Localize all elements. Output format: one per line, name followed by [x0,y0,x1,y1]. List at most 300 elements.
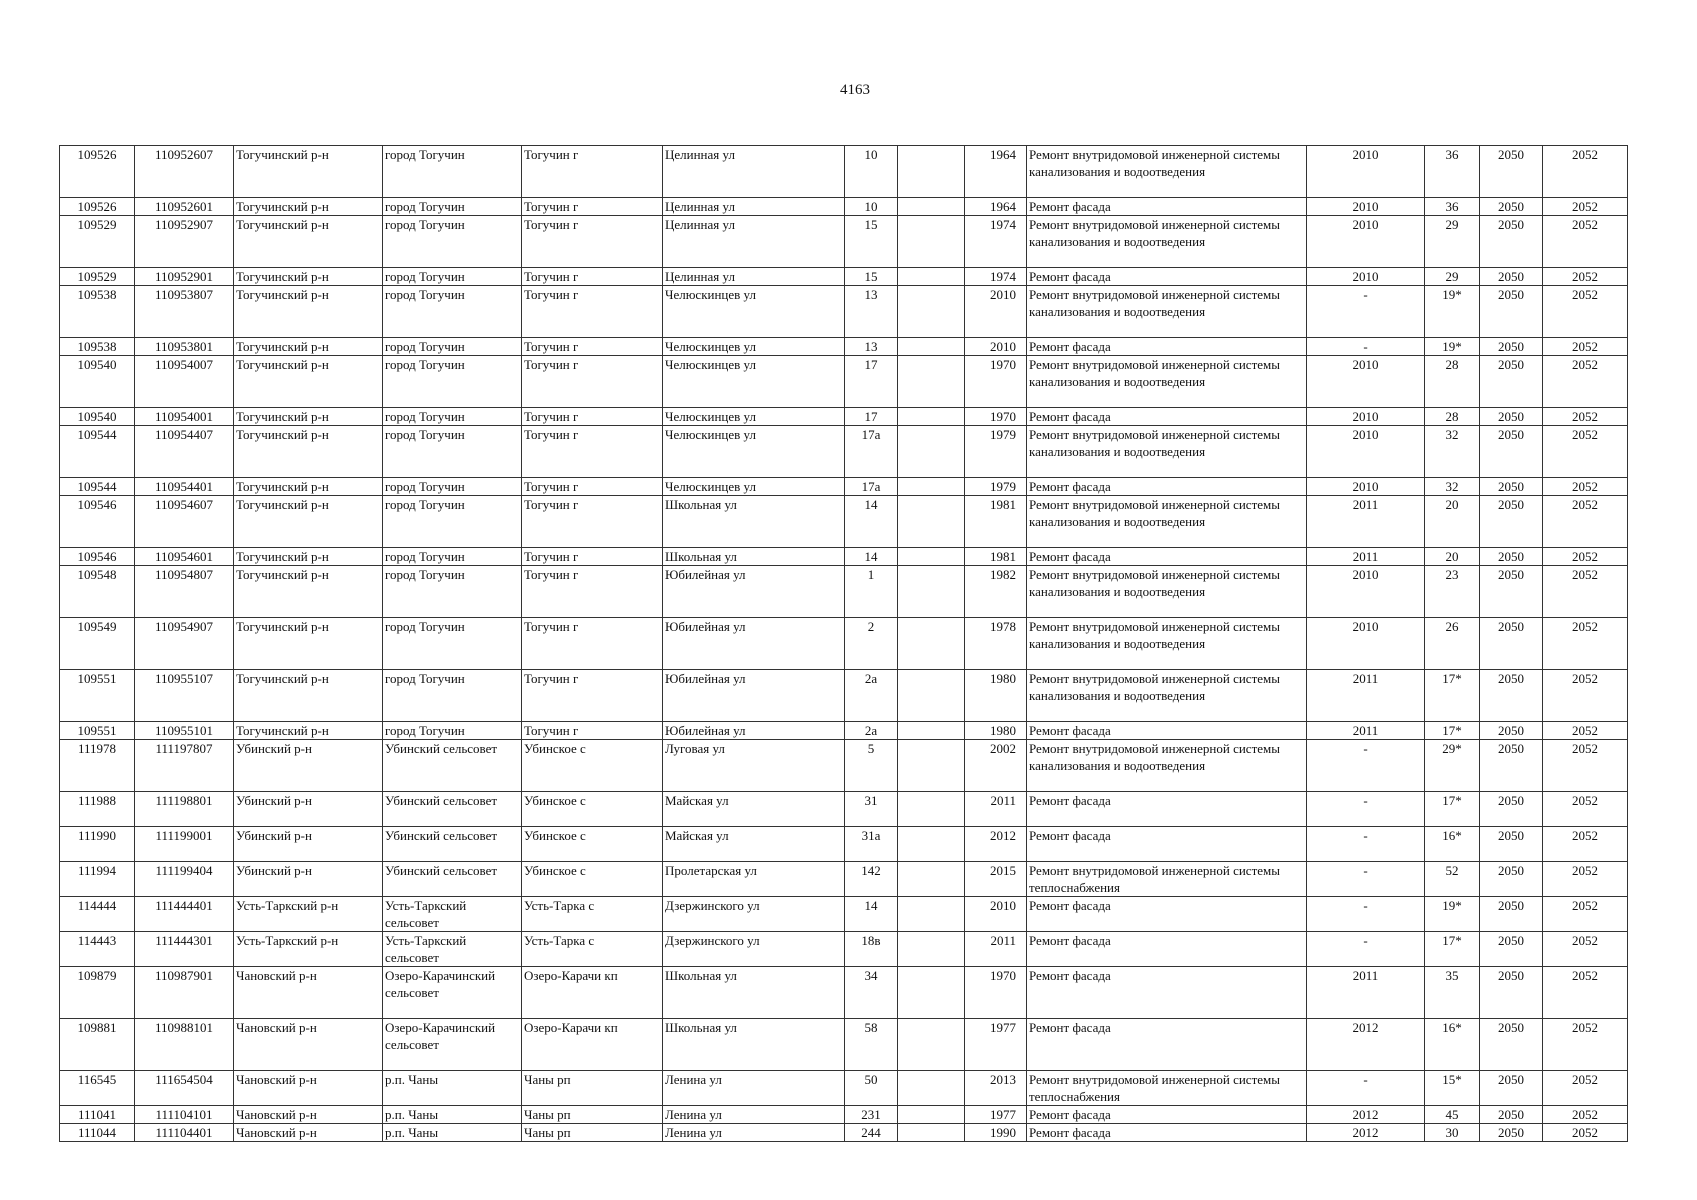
locality-cell: Тогучин г [522,268,663,286]
plan-start-year-cell: 2050 [1480,827,1543,862]
plan-end-year-cell: 2052 [1543,426,1628,478]
plan-end-year-cell: 2052 [1543,967,1628,1019]
street-cell: Ленина ул [663,1124,845,1142]
district-cell: Тогучинский р-н [234,216,383,268]
repair-type-cell: Ремонт фасада [1027,1019,1307,1071]
table-row [60,670,1628,722]
locality-cell: Озеро-Карачи кп [522,1019,663,1071]
house-number-cell: 14 [845,548,898,566]
blank-cell-cell [898,356,965,408]
record-code-cell: 110954001 [135,408,234,426]
plan-start-year-cell: 2050 [1480,268,1543,286]
record-id-cell: 116545 [60,1071,135,1106]
blank-cell-cell [898,897,965,932]
table-row [60,286,1628,338]
repair-type-cell: Ремонт внутридомовой инженерной системы канализования и водоотведения [1027,566,1307,618]
district-cell: Тогучинский р-н [234,548,383,566]
municipality-cell: город Тогучин [383,198,522,216]
blank-cell-cell [898,478,965,496]
plan-start-year-cell: 2050 [1480,1124,1543,1142]
plan-end-year-cell: 2052 [1543,1106,1628,1124]
municipality-cell: Озеро-Карачинский сельсовет [383,967,522,1019]
record-code-cell: 110987901 [135,967,234,1019]
repair-type-cell: Ремонт фасада [1027,967,1307,1019]
record-code-cell: 110953801 [135,338,234,356]
municipality-cell: город Тогучин [383,670,522,722]
wear-percent-cell: 17* [1425,722,1480,740]
repair-type-cell: Ремонт внутридомовой инженерной системы канализования и водоотведения [1027,216,1307,268]
repair-type-cell: Ремонт фасада [1027,827,1307,862]
plan-start-year-cell: 2050 [1480,548,1543,566]
record-id-cell: 109546 [60,496,135,548]
repair-type-cell: Ремонт фасада [1027,478,1307,496]
house-number-cell: 15 [845,216,898,268]
record-code-cell: 110952901 [135,268,234,286]
house-number-cell: 13 [845,286,898,338]
repair-type-cell: Ремонт фасада [1027,408,1307,426]
plan-end-year-cell: 2052 [1543,216,1628,268]
wear-percent-cell: 17* [1425,670,1480,722]
house-number-cell: 1 [845,566,898,618]
last-repair-year-cell: 2011 [1307,967,1425,1019]
wear-percent-cell: 17* [1425,792,1480,827]
build-year-cell: 2012 [965,827,1027,862]
repair-type-cell: Ремонт фасада [1027,198,1307,216]
last-repair-year-cell: 2011 [1307,670,1425,722]
plan-end-year-cell: 2052 [1543,792,1628,827]
street-cell: Дзержинского ул [663,897,845,932]
plan-end-year-cell: 2052 [1543,740,1628,792]
locality-cell: Тогучин г [522,216,663,268]
street-cell: Челюскинцев ул [663,356,845,408]
plan-end-year-cell: 2052 [1543,1124,1628,1142]
repair-type-cell: Ремонт внутридомовой инженерной системы теплоснабжения [1027,1071,1307,1106]
wear-percent-cell: 19* [1425,897,1480,932]
locality-cell: Тогучин г [522,146,663,198]
build-year-cell: 1977 [965,1019,1027,1071]
wear-percent-cell: 29* [1425,740,1480,792]
locality-cell: Тогучин г [522,286,663,338]
record-id-cell: 109538 [60,286,135,338]
plan-end-year-cell: 2052 [1543,286,1628,338]
plan-start-year-cell: 2050 [1480,670,1543,722]
record-id-cell: 109879 [60,967,135,1019]
table-row [60,967,1628,1019]
district-cell: Усть-Таркский р-н [234,897,383,932]
street-cell: Юбилейная ул [663,670,845,722]
plan-start-year-cell: 2050 [1480,967,1543,1019]
record-code-cell: 110955101 [135,722,234,740]
house-number-cell: 17а [845,426,898,478]
plan-start-year-cell: 2050 [1480,897,1543,932]
record-id-cell: 109526 [60,198,135,216]
build-year-cell: 1964 [965,198,1027,216]
municipality-cell: Убинский сельсовет [383,792,522,827]
street-cell: Юбилейная ул [663,566,845,618]
municipality-cell: город Тогучин [383,426,522,478]
street-cell: Школьная ул [663,967,845,1019]
last-repair-year-cell: 2011 [1307,722,1425,740]
table-row [60,408,1628,426]
district-cell: Тогучинский р-н [234,408,383,426]
street-cell: Юбилейная ул [663,722,845,740]
municipality-cell: город Тогучин [383,618,522,670]
last-repair-year-cell: - [1307,932,1425,967]
blank-cell-cell [898,670,965,722]
plan-end-year-cell: 2052 [1543,356,1628,408]
municipality-cell: город Тогучин [383,338,522,356]
table-row [60,478,1628,496]
table-row [60,1124,1628,1142]
district-cell: Убинский р-н [234,740,383,792]
table-row [60,198,1628,216]
district-cell: Тогучинский р-н [234,146,383,198]
house-number-cell: 2а [845,722,898,740]
record-id-cell: 109881 [60,1019,135,1071]
table-row [60,566,1628,618]
plan-end-year-cell: 2052 [1543,198,1628,216]
district-cell: Чановский р-н [234,1106,383,1124]
district-cell: Тогучинский р-н [234,496,383,548]
house-number-cell: 17 [845,356,898,408]
record-code-cell: 110954407 [135,426,234,478]
locality-cell: Убинское с [522,862,663,897]
table-row [60,1071,1628,1106]
record-code-cell: 110955107 [135,670,234,722]
house-number-cell: 10 [845,198,898,216]
table-row [60,1019,1628,1071]
plan-end-year-cell: 2052 [1543,1071,1628,1106]
record-code-cell: 110953807 [135,286,234,338]
house-number-cell: 14 [845,897,898,932]
district-cell: Тогучинский р-н [234,356,383,408]
district-cell: Тогучинский р-н [234,286,383,338]
blank-cell-cell [898,932,965,967]
record-code-cell: 111199001 [135,827,234,862]
house-number-cell: 10 [845,146,898,198]
build-year-cell: 1981 [965,548,1027,566]
blank-cell-cell [898,1019,965,1071]
record-id-cell: 109544 [60,478,135,496]
build-year-cell: 1974 [965,216,1027,268]
record-code-cell: 111444301 [135,932,234,967]
wear-percent-cell: 28 [1425,356,1480,408]
plan-start-year-cell: 2050 [1480,1019,1543,1071]
last-repair-year-cell: 2010 [1307,198,1425,216]
plan-start-year-cell: 2050 [1480,862,1543,897]
district-cell: Чановский р-н [234,1019,383,1071]
plan-end-year-cell: 2052 [1543,408,1628,426]
record-code-cell: 111199404 [135,862,234,897]
last-repair-year-cell: - [1307,792,1425,827]
build-year-cell: 1970 [965,967,1027,1019]
record-id-cell: 109549 [60,618,135,670]
plan-start-year-cell: 2050 [1480,286,1543,338]
district-cell: Усть-Таркский р-н [234,932,383,967]
street-cell: Целинная ул [663,268,845,286]
blank-cell-cell [898,216,965,268]
plan-end-year-cell: 2052 [1543,338,1628,356]
repair-type-cell: Ремонт фасада [1027,897,1307,932]
district-cell: Тогучинский р-н [234,338,383,356]
wear-percent-cell: 45 [1425,1106,1480,1124]
last-repair-year-cell: - [1307,338,1425,356]
build-year-cell: 1990 [965,1124,1027,1142]
table-row [60,268,1628,286]
repair-type-cell: Ремонт внутридомовой инженерной системы канализования и водоотведения [1027,286,1307,338]
locality-cell: Тогучин г [522,478,663,496]
wear-percent-cell: 35 [1425,967,1480,1019]
district-cell: Тогучинский р-н [234,478,383,496]
house-number-cell: 31а [845,827,898,862]
record-code-cell: 110954601 [135,548,234,566]
repair-type-cell: Ремонт внутридомовой инженерной системы канализования и водоотведения [1027,426,1307,478]
locality-cell: Убинское с [522,827,663,862]
record-id-cell: 109544 [60,426,135,478]
plan-start-year-cell: 2050 [1480,496,1543,548]
locality-cell: Тогучин г [522,356,663,408]
repair-type-cell: Ремонт внутридомовой инженерной системы канализования и водоотведения [1027,618,1307,670]
district-cell: Убинский р-н [234,792,383,827]
build-year-cell: 1979 [965,426,1027,478]
street-cell: Школьная ул [663,1019,845,1071]
record-code-cell: 111104101 [135,1106,234,1124]
plan-end-year-cell: 2052 [1543,146,1628,198]
municipality-cell: Убинский сельсовет [383,827,522,862]
plan-start-year-cell: 2050 [1480,932,1543,967]
locality-cell: Тогучин г [522,548,663,566]
repair-type-cell: Ремонт фасада [1027,1124,1307,1142]
locality-cell: Убинское с [522,740,663,792]
record-code-cell: 110952907 [135,216,234,268]
record-id-cell: 109546 [60,548,135,566]
street-cell: Школьная ул [663,548,845,566]
wear-percent-cell: 29 [1425,216,1480,268]
municipality-cell: город Тогучин [383,216,522,268]
locality-cell: Чаны рп [522,1106,663,1124]
municipality-cell: р.п. Чаны [383,1124,522,1142]
last-repair-year-cell: 2010 [1307,566,1425,618]
last-repair-year-cell: 2012 [1307,1124,1425,1142]
table-row [60,827,1628,862]
plan-start-year-cell: 2050 [1480,478,1543,496]
build-year-cell: 2011 [965,792,1027,827]
record-id-cell: 111041 [60,1106,135,1124]
blank-cell-cell [898,548,965,566]
repair-type-cell: Ремонт внутридомовой инженерной системы канализования и водоотведения [1027,356,1307,408]
plan-end-year-cell: 2052 [1543,670,1628,722]
house-number-cell: 31 [845,792,898,827]
record-id-cell: 111978 [60,740,135,792]
municipality-cell: город Тогучин [383,408,522,426]
plan-end-year-cell: 2052 [1543,566,1628,618]
blank-cell-cell [898,862,965,897]
street-cell: Луговая ул [663,740,845,792]
blank-cell-cell [898,286,965,338]
build-year-cell: 2011 [965,932,1027,967]
blank-cell-cell [898,740,965,792]
municipality-cell: город Тогучин [383,146,522,198]
municipality-cell: город Тогучин [383,548,522,566]
municipality-cell: город Тогучин [383,722,522,740]
district-cell: Чановский р-н [234,1071,383,1106]
street-cell: Челюскинцев ул [663,408,845,426]
district-cell: Тогучинский р-н [234,722,383,740]
plan-start-year-cell: 2050 [1480,722,1543,740]
build-year-cell: 2010 [965,338,1027,356]
street-cell: Целинная ул [663,198,845,216]
locality-cell: Тогучин г [522,338,663,356]
repair-type-cell: Ремонт внутридомовой инженерной системы канализования и водоотведения [1027,146,1307,198]
build-year-cell: 1981 [965,496,1027,548]
locality-cell: Тогучин г [522,722,663,740]
last-repair-year-cell: - [1307,740,1425,792]
wear-percent-cell: 16* [1425,827,1480,862]
street-cell: Пролетарская ул [663,862,845,897]
district-cell: Чановский р-н [234,1124,383,1142]
repair-type-cell: Ремонт фасада [1027,548,1307,566]
record-code-cell: 110954907 [135,618,234,670]
last-repair-year-cell: 2010 [1307,146,1425,198]
house-number-cell: 34 [845,967,898,1019]
blank-cell-cell [898,338,965,356]
last-repair-year-cell: 2010 [1307,216,1425,268]
locality-cell: Тогучин г [522,496,663,548]
build-year-cell: 2010 [965,286,1027,338]
build-year-cell: 2010 [965,897,1027,932]
plan-end-year-cell: 2052 [1543,932,1628,967]
street-cell: Майская ул [663,792,845,827]
table-row [60,792,1628,827]
locality-cell: Тогучин г [522,408,663,426]
plan-start-year-cell: 2050 [1480,408,1543,426]
last-repair-year-cell: 2011 [1307,548,1425,566]
municipality-cell: р.п. Чаны [383,1071,522,1106]
house-number-cell: 142 [845,862,898,897]
last-repair-year-cell: 2010 [1307,408,1425,426]
record-id-cell: 114444 [60,897,135,932]
house-number-cell: 231 [845,1106,898,1124]
record-code-cell: 110954007 [135,356,234,408]
house-number-cell: 2а [845,670,898,722]
table-row [60,496,1628,548]
plan-start-year-cell: 2050 [1480,1106,1543,1124]
last-repair-year-cell: 2011 [1307,496,1425,548]
municipality-cell: город Тогучин [383,286,522,338]
plan-end-year-cell: 2052 [1543,722,1628,740]
build-year-cell: 2002 [965,740,1027,792]
record-id-cell: 111990 [60,827,135,862]
blank-cell-cell [898,426,965,478]
build-year-cell: 1979 [965,478,1027,496]
plan-start-year-cell: 2050 [1480,566,1543,618]
last-repair-year-cell: 2012 [1307,1106,1425,1124]
record-code-cell: 111198801 [135,792,234,827]
blank-cell-cell [898,496,965,548]
locality-cell: Тогучин г [522,618,663,670]
record-code-cell: 110988101 [135,1019,234,1071]
locality-cell: Тогучин г [522,426,663,478]
street-cell: Челюскинцев ул [663,338,845,356]
repair-type-cell: Ремонт фасада [1027,1106,1307,1124]
street-cell: Целинная ул [663,146,845,198]
municipality-cell: город Тогучин [383,356,522,408]
house-number-cell: 14 [845,496,898,548]
record-id-cell: 109529 [60,216,135,268]
repair-type-cell: Ремонт внутридомовой инженерной системы канализования и водоотведения [1027,496,1307,548]
wear-percent-cell: 52 [1425,862,1480,897]
record-id-cell: 111994 [60,862,135,897]
last-repair-year-cell: 2012 [1307,1019,1425,1071]
locality-cell: Тогучин г [522,670,663,722]
municipality-cell: город Тогучин [383,478,522,496]
build-year-cell: 1980 [965,722,1027,740]
locality-cell: Чаны рп [522,1071,663,1106]
table-row [60,722,1628,740]
last-repair-year-cell: - [1307,897,1425,932]
district-cell: Тогучинский р-н [234,198,383,216]
blank-cell-cell [898,1071,965,1106]
house-number-cell: 17а [845,478,898,496]
house-number-cell: 15 [845,268,898,286]
last-repair-year-cell: 2010 [1307,426,1425,478]
plan-start-year-cell: 2050 [1480,198,1543,216]
record-code-cell: 110952601 [135,198,234,216]
plan-end-year-cell: 2052 [1543,548,1628,566]
district-cell: Тогучинский р-н [234,268,383,286]
street-cell: Ленина ул [663,1106,845,1124]
repair-type-cell: Ремонт фасада [1027,932,1307,967]
record-code-cell: 110952607 [135,146,234,198]
build-year-cell: 1982 [965,566,1027,618]
record-id-cell: 111988 [60,792,135,827]
municipality-cell: Усть-Таркский сельсовет [383,897,522,932]
locality-cell: Усть-Тарка с [522,897,663,932]
blank-cell-cell [898,1124,965,1142]
record-code-cell: 111104401 [135,1124,234,1142]
record-id-cell: 109551 [60,722,135,740]
house-number-cell: 5 [845,740,898,792]
table-row [60,426,1628,478]
plan-start-year-cell: 2050 [1480,426,1543,478]
build-year-cell: 1978 [965,618,1027,670]
last-repair-year-cell: 2010 [1307,618,1425,670]
wear-percent-cell: 16* [1425,1019,1480,1071]
district-cell: Убинский р-н [234,827,383,862]
plan-end-year-cell: 2052 [1543,1019,1628,1071]
record-code-cell: 111444401 [135,897,234,932]
record-id-cell: 109540 [60,408,135,426]
table-row [60,1106,1628,1124]
blank-cell-cell [898,722,965,740]
street-cell: Школьная ул [663,496,845,548]
wear-percent-cell: 30 [1425,1124,1480,1142]
plan-end-year-cell: 2052 [1543,268,1628,286]
municipality-cell: город Тогучин [383,496,522,548]
table-row [60,862,1628,897]
repair-type-cell: Ремонт фасада [1027,722,1307,740]
plan-end-year-cell: 2052 [1543,478,1628,496]
repair-type-cell: Ремонт внутридомовой инженерной системы теплоснабжения [1027,862,1307,897]
last-repair-year-cell: - [1307,862,1425,897]
table-row [60,897,1628,932]
locality-cell: Усть-Тарка с [522,932,663,967]
house-number-cell: 58 [845,1019,898,1071]
wear-percent-cell: 19* [1425,286,1480,338]
blank-cell-cell [898,146,965,198]
record-code-cell: 111197807 [135,740,234,792]
record-id-cell: 109551 [60,670,135,722]
